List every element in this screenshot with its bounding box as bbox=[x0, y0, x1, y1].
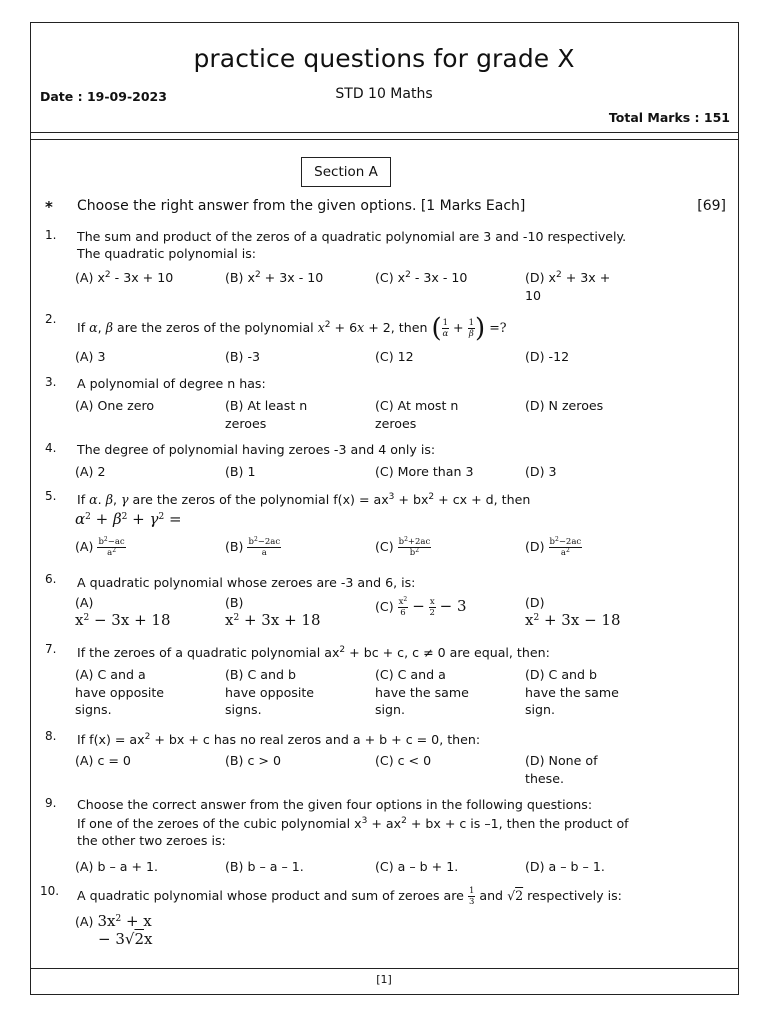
option-a[interactable]: (A) 2 bbox=[75, 464, 106, 479]
option-d[interactable]: (D) C and b have the same sign. bbox=[525, 667, 619, 717]
option-b[interactable]: (B) $x^2 + 3x + 18$ bbox=[225, 595, 321, 629]
option-a[interactable]: (A) One zero bbox=[75, 398, 155, 413]
instruction-marks: [69] bbox=[697, 198, 726, 214]
question-text: The degree of polynomial having zeroes -3 and 4 only is: bbox=[77, 442, 436, 457]
option-c[interactable]: (C) $\frac{x^2}{6}$ − $\frac{x}{2}$ − 3 bbox=[375, 596, 467, 618]
question-text-line: The quadratic polynomial is: bbox=[77, 246, 256, 261]
question-number: 8. bbox=[45, 729, 57, 743]
header-divider-top bbox=[31, 132, 738, 133]
option-c[interactable]: (C) C and a have the same sign. bbox=[375, 667, 469, 717]
option-b[interactable]: (B) 1 bbox=[225, 464, 256, 479]
question-number: 5. bbox=[45, 489, 57, 503]
option-a[interactable]: (A) 3 bbox=[75, 349, 106, 364]
option-d[interactable]: (D) 3 bbox=[525, 464, 557, 479]
option-c[interactable]: (C) a – b + 1. bbox=[375, 859, 459, 874]
option-b-line: (B) At least n bbox=[225, 398, 308, 413]
option-b[interactable]: (B) C and b have opposite signs. bbox=[225, 667, 315, 717]
question-text: If $f(x) = ax^2$ + bx + c has no real zeros and a + b + c = 0, then: bbox=[77, 732, 481, 747]
page-number: [1] bbox=[376, 973, 392, 986]
option-c[interactable]: (C) $x^2 - 3x - 10$ bbox=[375, 270, 468, 285]
option-b[interactable] bbox=[225, 397, 365, 432]
section-label: Section A bbox=[301, 157, 391, 187]
option-d[interactable]: (D) $x^2 + 3x$ + 10 bbox=[525, 270, 611, 303]
option-b[interactable]: (B) $x^2 + 3x - 10$ bbox=[225, 270, 324, 285]
option-d[interactable]: (D) -12 bbox=[525, 349, 570, 364]
option-a[interactable]: (A) C and a have opposite signs. bbox=[75, 667, 165, 717]
question-number: 9. bbox=[45, 796, 57, 810]
option-d[interactable]: (D) N zeroes bbox=[525, 398, 604, 413]
question-text-line: The sum and product of the zeros of a quadratic polynomial are 3 and -10 respectively. bbox=[77, 229, 627, 244]
question-number: 7. bbox=[45, 642, 57, 656]
option-b[interactable]: (B) $\frac{b^2-2ac}{a}$ bbox=[225, 536, 281, 558]
instruction-text: Choose the right answer from the given options. [1 Marks Each] bbox=[77, 198, 526, 214]
question-number: 6. bbox=[45, 572, 57, 586]
option-a[interactable]: (A) $\frac{b^2-ac}{a^2}$ bbox=[75, 536, 125, 558]
option-a[interactable]: (A) $3x^2 + x$ − 3√2x bbox=[75, 912, 153, 948]
option-d[interactable]: (D) $x^2 + 3x - 18$ bbox=[525, 595, 621, 629]
option-a[interactable]: (A) c = 0 bbox=[75, 753, 131, 768]
instruction-bullet: * bbox=[45, 198, 53, 216]
option-d[interactable]: (D) $\frac{b^2-2ac}{a^2}$ bbox=[525, 536, 582, 558]
question-text bbox=[77, 796, 697, 849]
subject-label: STD 10 Maths bbox=[335, 86, 433, 102]
option-a[interactable]: (A) $x^2 - 3x + 10$ bbox=[75, 270, 174, 285]
option-c[interactable] bbox=[375, 397, 515, 432]
question-text bbox=[77, 228, 697, 262]
option-b[interactable]: (B) -3 bbox=[225, 349, 261, 364]
question-text-line: Choose the correct answer from the given four options in the following questions: bbox=[77, 797, 593, 812]
question-text: A quadratic polynomial whose product and sum of zeroes are $\frac{1}{3}$ and √2 respectively is: bbox=[77, 886, 622, 907]
question-text: If the zeroes of a quadratic polynomial $ax^2$ + bc + c, c ≠ 0 are equal, then: bbox=[77, 645, 550, 660]
question-text: If α. β, γ are the zeros of the polynomial $f(x) = ax^3 + bx^2$ + cx + d, then bbox=[77, 492, 531, 507]
page-title: practice questions for grade X bbox=[193, 44, 575, 73]
total-marks: Total Marks : 151 bbox=[608, 110, 730, 125]
question-text: A quadratic polynomial whose zeroes are -3 and 6, is: bbox=[77, 575, 416, 590]
footer-divider bbox=[31, 968, 738, 969]
question-text-line: If one of the zeroes of the cubic polynomial $x^3 + ax^2$ + bx + c is –1, then the product of the other two zeroes is: bbox=[77, 816, 629, 848]
option-c-line: zeroes bbox=[375, 415, 417, 431]
exam-date: Date : 19-09-2023 bbox=[40, 89, 167, 104]
question-text: A polynomial of degree n has: bbox=[77, 376, 266, 391]
question-number: 4. bbox=[45, 441, 57, 455]
option-c-line: (C) At most n bbox=[375, 398, 459, 413]
header-divider-bottom bbox=[31, 139, 738, 140]
option-a[interactable]: (A) $x^2 - 3x + 18$ bbox=[75, 595, 171, 629]
option-b-line: zeroes bbox=[225, 415, 267, 431]
option-d[interactable]: (D) a – b – 1. bbox=[525, 859, 605, 874]
option-c[interactable]: (C) c < 0 bbox=[375, 753, 432, 768]
question-expression: $\alpha^2 + \beta^2 + \gamma^2$ = bbox=[75, 510, 182, 528]
question-number: 3. bbox=[45, 375, 57, 389]
option-a[interactable]: (A) b – a + 1. bbox=[75, 859, 159, 874]
option-c[interactable]: (C) More than 3 bbox=[375, 464, 474, 479]
option-b[interactable]: (B) c > 0 bbox=[225, 753, 281, 768]
question-number: 10. bbox=[40, 884, 60, 898]
question-number: 1. bbox=[45, 228, 57, 242]
option-c[interactable]: (C) 12 bbox=[375, 349, 414, 364]
question-text: If α, β are the zeros of the polynomial $x^2 + 6x + 2$, then ( $\frac{1}{\alpha}$ + $\frac{1}{\beta}$ ) =? bbox=[77, 313, 507, 344]
option-d[interactable]: (D) None of these. bbox=[525, 753, 598, 786]
question-number: 2. bbox=[45, 312, 57, 326]
option-c[interactable]: (C) $\frac{b^2+2ac}{b^2}$ bbox=[375, 536, 431, 558]
option-b[interactable]: (B) b – a – 1. bbox=[225, 859, 304, 874]
